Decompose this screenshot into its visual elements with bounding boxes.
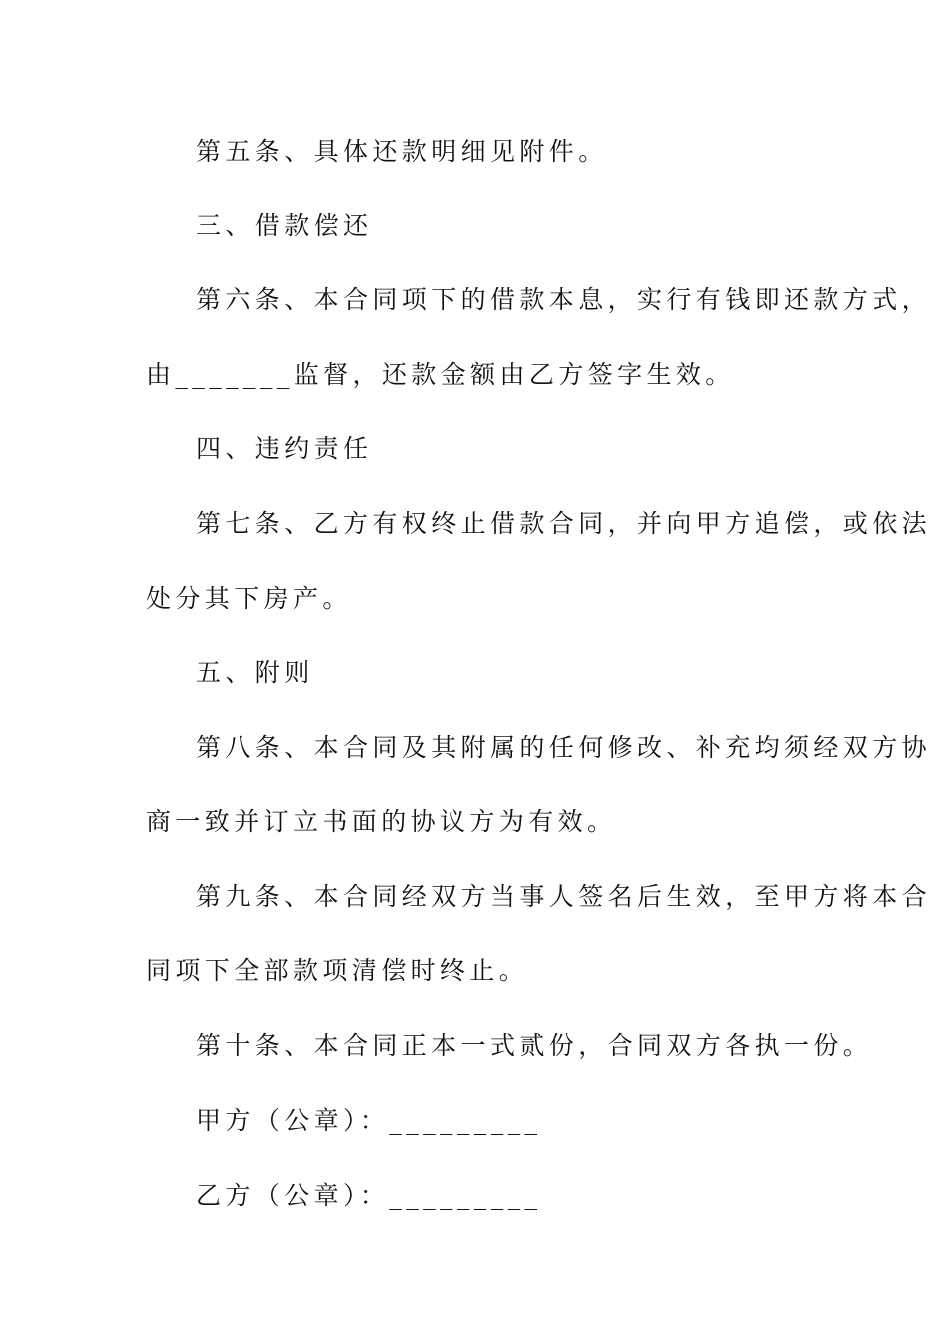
article-7-line-2: 处分其下房产。 [146, 584, 352, 613]
article-5: 第五条、具体还款明细见附件。 [196, 137, 608, 166]
section-3-heading: 三、借款偿还 [196, 211, 373, 240]
section-4-heading: 四、违约责任 [196, 434, 373, 463]
party-a-signature-line: 甲方（公章）：_________ [196, 1106, 542, 1135]
article-9-line-1: 第九条、本合同经双方当事人签名后生效，至甲方将本合 [196, 882, 932, 911]
article-8-line-1: 第八条、本合同及其附属的任何修改、补充均须经双方协 [196, 733, 932, 762]
article-6-line-2: 由_______监督，还款金额由乙方签字生效。 [146, 360, 735, 389]
article-7-line-1: 第七条、乙方有权终止借款合同，并向甲方追偿，或依法 [196, 509, 932, 538]
article-10: 第十条、本合同正本一式贰份，合同双方各执一份。 [196, 1031, 873, 1060]
article-6-line-1: 第六条、本合同项下的借款本息，实行有钱即还款方式， [196, 285, 932, 314]
section-5-heading: 五、附则 [196, 658, 314, 687]
party-b-signature-line: 乙方（公章）：_________ [196, 1181, 542, 1210]
article-9-line-2: 同项下全部款项清偿时终止。 [146, 956, 529, 985]
article-8-line-2: 商一致并订立书面的协议方为有效。 [146, 807, 617, 836]
